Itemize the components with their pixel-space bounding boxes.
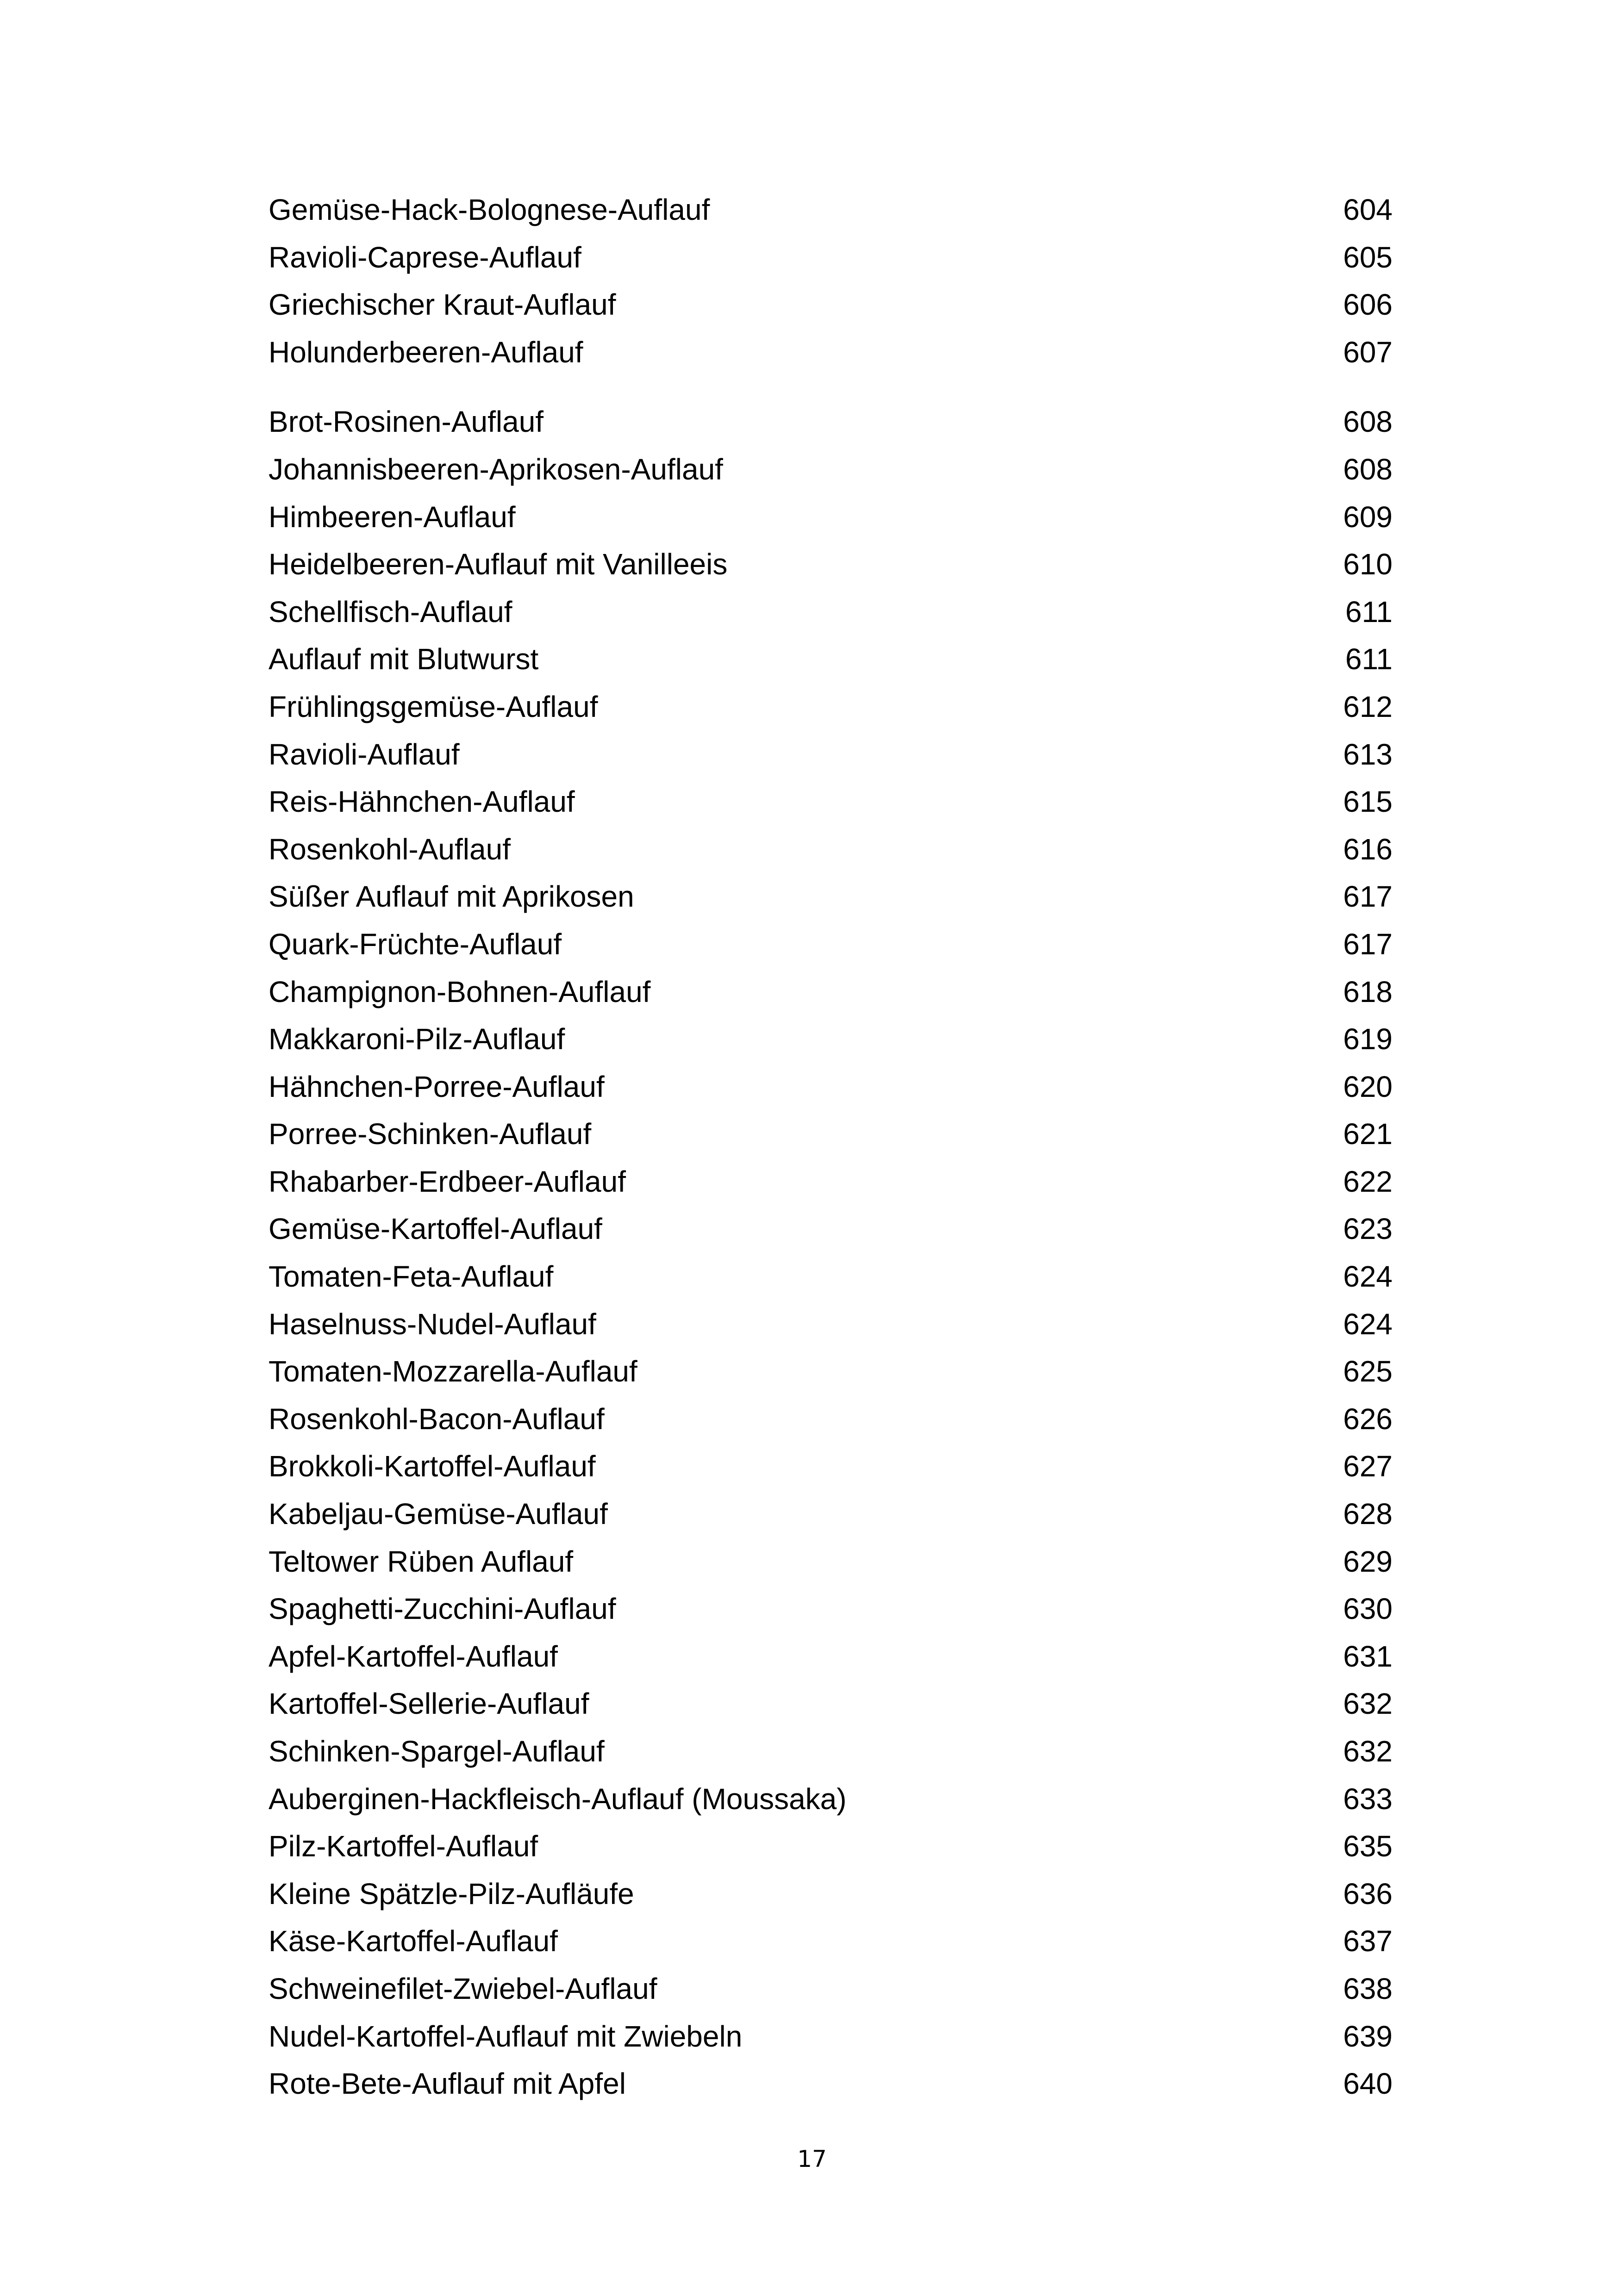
toc-entry bbox=[269, 1585, 1393, 1633]
toc-entry-page: 620 bbox=[1343, 1070, 1393, 1103]
toc-entry bbox=[269, 1965, 1393, 2013]
toc-entry-page: 638 bbox=[1343, 1972, 1393, 2005]
toc-entry bbox=[269, 1110, 1393, 1158]
toc-entry-title: Frühlingsgemüse-Auflauf bbox=[269, 690, 598, 723]
toc-entry-page: 631 bbox=[1343, 1639, 1393, 1673]
toc-entry-title: Kabeljau-Gemüse-Auflauf bbox=[269, 1497, 608, 1531]
toc-entry bbox=[269, 1015, 1393, 1063]
toc-entry-page: 605 bbox=[1343, 240, 1393, 274]
toc-entry bbox=[269, 1300, 1393, 1348]
toc-entry-page: 632 bbox=[1343, 1735, 1393, 1768]
toc-entry-title: Reis-Hähnchen-Auflauf bbox=[269, 785, 575, 819]
toc-entry-title: Süßer Auflauf mit Aprikosen bbox=[269, 880, 634, 914]
toc-entry bbox=[269, 493, 1393, 541]
toc-entry bbox=[269, 186, 1393, 234]
toc-entry-page: 633 bbox=[1343, 1782, 1393, 1816]
toc-entry-title: Nudel-Kartoffel-Auflauf mit Zwiebeln bbox=[269, 2019, 743, 2053]
toc-entry bbox=[269, 398, 1393, 446]
toc-entry-page: 611 bbox=[1345, 595, 1393, 628]
toc-entry-title: Gemüse-Hack-Bolognese-Auflauf bbox=[269, 193, 710, 226]
toc-entry-title: Porree-Schinken-Auflauf bbox=[269, 1117, 592, 1151]
toc-entry bbox=[269, 921, 1393, 968]
toc-entry bbox=[269, 1870, 1393, 1918]
toc-entry-page: 619 bbox=[1343, 1022, 1393, 1056]
toc-entry bbox=[269, 234, 1393, 281]
toc-entry-page: 615 bbox=[1343, 785, 1393, 819]
toc-entry bbox=[269, 635, 1393, 683]
toc-entry-page: 622 bbox=[1343, 1164, 1393, 1198]
toc-entry-title: Gemüse-Kartoffel-Auflauf bbox=[269, 1212, 602, 1246]
toc-entry bbox=[269, 826, 1393, 873]
toc-entry bbox=[269, 683, 1393, 731]
table-of-contents bbox=[269, 186, 1393, 2108]
toc-entry-title: Rote-Bete-Auflauf mit Apfel bbox=[269, 2067, 626, 2101]
toc-entry-title: Makkaroni-Pilz-Auflauf bbox=[269, 1022, 565, 1056]
toc-entry-page: 611 bbox=[1345, 642, 1393, 676]
toc-entry-page: 628 bbox=[1343, 1497, 1393, 1531]
toc-entry-title: Spaghetti-Zucchini-Auflauf bbox=[269, 1592, 616, 1626]
toc-entry-title: Champignon-Bohnen-Auflauf bbox=[269, 975, 651, 1008]
toc-entry bbox=[269, 1538, 1393, 1586]
toc-entry-title: Brokkoli-Kartoffel-Auflauf bbox=[269, 1450, 596, 1483]
toc-entry-page: 604 bbox=[1343, 193, 1393, 226]
toc-entry bbox=[269, 778, 1393, 826]
toc-entry bbox=[269, 281, 1393, 329]
toc-entry-page: 613 bbox=[1343, 737, 1393, 771]
toc-entry-title: Rosenkohl-Bacon-Auflauf bbox=[269, 1402, 605, 1436]
toc-entry-page: 617 bbox=[1343, 927, 1393, 961]
toc-entry-page: 608 bbox=[1343, 405, 1393, 439]
toc-entry-page: 629 bbox=[1343, 1544, 1393, 1578]
toc-entry-title: Griechischer Kraut-Auflauf bbox=[269, 288, 616, 322]
toc-entry bbox=[269, 2060, 1393, 2108]
toc-entry-page: 623 bbox=[1343, 1212, 1393, 1246]
toc-entry-title: Tomaten-Feta-Auflauf bbox=[269, 1260, 554, 1294]
toc-entry-title: Ravioli-Caprese-Auflauf bbox=[269, 240, 581, 274]
toc-entry-page: 612 bbox=[1343, 690, 1393, 723]
toc-entry-title: Haselnuss-Nudel-Auflauf bbox=[269, 1307, 596, 1341]
toc-entry bbox=[269, 1633, 1393, 1680]
toc-entry-page: 616 bbox=[1343, 832, 1393, 866]
toc-entry-page: 607 bbox=[1343, 335, 1393, 369]
toc-entry-title: Rhabarber-Erdbeer-Auflauf bbox=[269, 1164, 626, 1198]
toc-entry bbox=[269, 1158, 1393, 1206]
toc-entry-title: Kleine Spätzle-Pilz-Aufläufe bbox=[269, 1877, 634, 1910]
toc-entry-title: Heidelbeeren-Auflauf mit Vanilleeis bbox=[269, 548, 728, 581]
toc-entry-page: 617 bbox=[1343, 880, 1393, 914]
toc-entry-title: Tomaten-Mozzarella-Auflauf bbox=[269, 1355, 637, 1388]
toc-entry bbox=[269, 588, 1393, 636]
toc-entry-page: 637 bbox=[1343, 1924, 1393, 1958]
toc-entry-page: 640 bbox=[1343, 2067, 1393, 2101]
toc-entry-page: 621 bbox=[1343, 1117, 1393, 1151]
toc-entry bbox=[269, 1728, 1393, 1775]
toc-entry-page: 610 bbox=[1343, 548, 1393, 581]
toc-entry bbox=[269, 1823, 1393, 1870]
toc-entry-title: Brot-Rosinen-Auflauf bbox=[269, 405, 544, 439]
toc-entry-page: 624 bbox=[1343, 1260, 1393, 1294]
toc-entry bbox=[269, 968, 1393, 1016]
toc-entry bbox=[269, 1490, 1393, 1538]
toc-entry-page: 635 bbox=[1343, 1829, 1393, 1863]
toc-entry-page: 606 bbox=[1343, 288, 1393, 322]
toc-entry-page: 625 bbox=[1343, 1355, 1393, 1388]
toc-entry-page: 639 bbox=[1343, 2019, 1393, 2053]
toc-entry bbox=[269, 731, 1393, 778]
toc-entry bbox=[269, 2013, 1393, 2060]
toc-entry bbox=[269, 1775, 1393, 1823]
toc-entry bbox=[269, 1917, 1393, 1965]
toc-entry-page: 636 bbox=[1343, 1877, 1393, 1910]
toc-entry bbox=[269, 1348, 1393, 1395]
toc-entry bbox=[269, 873, 1393, 921]
toc-entry-title: Holunderbeeren-Auflauf bbox=[269, 335, 583, 369]
toc-entry-page: 626 bbox=[1343, 1402, 1393, 1436]
toc-entry bbox=[269, 446, 1393, 493]
toc-entry-title: Johannisbeeren-Aprikosen-Auflauf bbox=[269, 452, 723, 486]
toc-entry-title: Käse-Kartoffel-Auflauf bbox=[269, 1924, 558, 1958]
toc-entry bbox=[269, 541, 1393, 588]
toc-entry-page: 618 bbox=[1343, 975, 1393, 1008]
toc-entry bbox=[269, 1395, 1393, 1443]
toc-entry-title: Himbeeren-Auflauf bbox=[269, 500, 516, 534]
toc-entry-title: Hähnchen-Porree-Auflauf bbox=[269, 1070, 605, 1103]
toc-entry bbox=[269, 329, 1393, 376]
page-number: 17 bbox=[797, 2146, 827, 2172]
toc-entry-page: 608 bbox=[1343, 452, 1393, 486]
toc-entry bbox=[269, 1205, 1393, 1253]
toc-entry bbox=[269, 1063, 1393, 1111]
toc-entry-page: 630 bbox=[1343, 1592, 1393, 1626]
toc-entry-page: 609 bbox=[1343, 500, 1393, 534]
toc-entry-title: Schweinefilet-Zwiebel-Auflauf bbox=[269, 1972, 657, 2005]
toc-entry-page: 624 bbox=[1343, 1307, 1393, 1341]
toc-entry-title: Schellfisch-Auflauf bbox=[269, 595, 512, 628]
toc-entry-title: Rosenkohl-Auflauf bbox=[269, 832, 511, 866]
toc-entry-title: Ravioli-Auflauf bbox=[269, 737, 460, 771]
toc-entry-page: 632 bbox=[1343, 1687, 1393, 1721]
toc-entry bbox=[269, 1680, 1393, 1728]
toc-entry-title: Apfel-Kartoffel-Auflauf bbox=[269, 1639, 558, 1673]
toc-entry-title: Auflauf mit Blutwurst bbox=[269, 642, 539, 676]
toc-entry-title: Kartoffel-Sellerie-Auflauf bbox=[269, 1687, 589, 1721]
toc-entry-page: 627 bbox=[1343, 1450, 1393, 1483]
toc-entry-title: Teltower Rüben Auflauf bbox=[269, 1544, 574, 1578]
toc-entry-title: Quark-Früchte-Auflauf bbox=[269, 927, 562, 961]
toc-entry-title: Pilz-Kartoffel-Auflauf bbox=[269, 1829, 538, 1863]
toc-entry-title: Auberginen-Hackfleisch-Auflauf (Moussaka) bbox=[269, 1782, 847, 1816]
toc-entry bbox=[269, 1253, 1393, 1300]
toc-entry bbox=[269, 1443, 1393, 1490]
toc-entry-title: Schinken-Spargel-Auflauf bbox=[269, 1735, 605, 1768]
